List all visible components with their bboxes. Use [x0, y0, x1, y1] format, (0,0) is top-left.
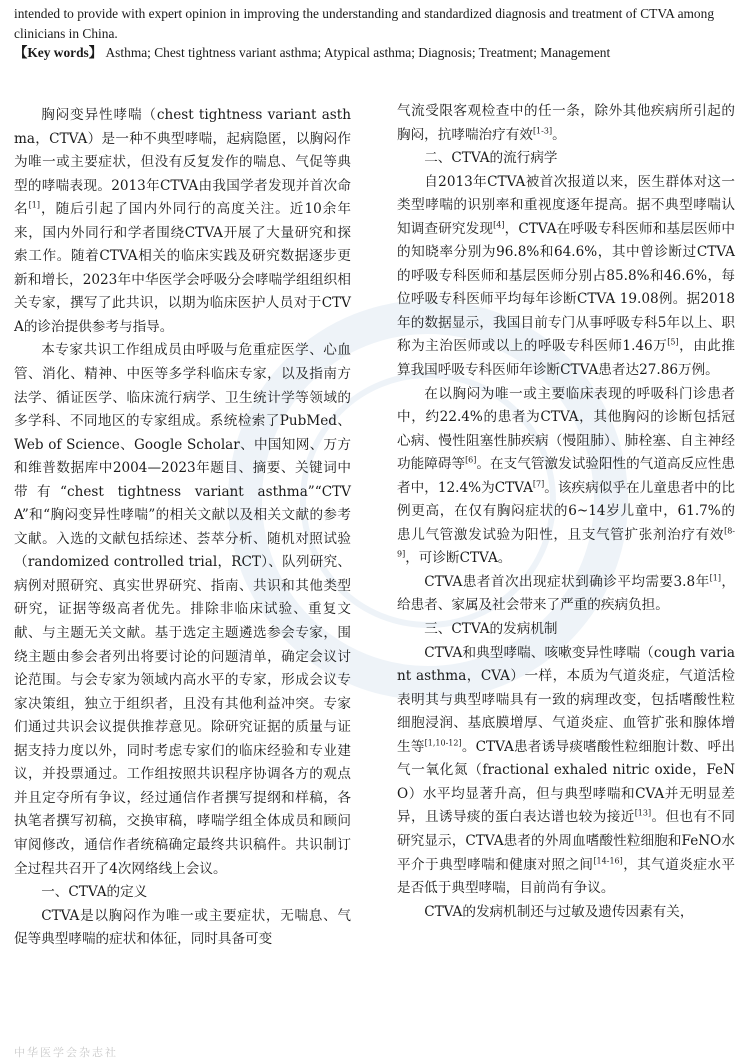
section-heading: 三、CTVA的发病机制 [424, 621, 558, 638]
citation-ref: [6] [465, 455, 477, 465]
left-column [14, 104, 351, 952]
body-paragraph: CTVA和典型哮喘、咳嗽变异性哮喘（cough variant asthma，CVA）一样，本质为气道炎症，气道活检表明其与典型哮喘具有一致的病理改变，包括嗜酸性粒细胞浸润、基底膜增厚、气道炎症、血管扩张和腺体增生等[1,10-12]。CTVA患者诱导痰嗜酸性粒细胞计数、呼出气一氧化氮（fractional exhaled nitric oxide，FeNO）水平均显著升高，但与典型哮喘和CVA并无明显差异，且诱导痰的蛋白表达谱也较为接近[13]。但也有不同研究显示，CTVA患者的外周血嗜酸性粒细胞和FeNO水平介于典型哮喘和健康对照之间[14-16]，其气道炎症水平是否低于典型哮喘，目前尚有争议。 [397, 644, 735, 897]
english-abstract [14, 4, 734, 63]
keywords-text: Asthma; Chest tightness variant asthma; Atypical asthma; Diagnosis; Treatment; Management [105, 45, 611, 60]
citation-ref: [14-16] [593, 855, 623, 865]
citation-ref: [1] [709, 573, 721, 583]
citation-ref: [1-3] [532, 126, 553, 136]
citation-ref: [8-9] [397, 526, 735, 559]
body-paragraph: 本专家共识工作组成员由呼吸与危重症医学、心血管、消化、精神、中医等多学科临床专家，以及指南方法学、循证医学、临床流行病学、卫生统计学等领域的多学科、不同地区的专家组成。系统检索了PubMed、Web of Science、Google Scholar、中国知网、万方和维普数据库中2004—2023年题目、摘要、关键词中带有“chest tightness variant asthma”“CTVA”和“胸闷变异性哮喘”的相关文献以及相关文献的参考文献。入选的文献包括综述、荟萃分析、随机对照试验（randomized controlled trial，RCT）、队列研究、病例对照研究、真实世界研究、指南、共识和其他类型研究，证据等级高者优先。排除非临床试验、重复文献、与主题无关文献。基于选定主题遴选参会专家，围绕主题由参会者列出将要讨论的问题清单，确定会议讨论范围。与会专家为领域内高水平的专家，形成会议专家决策组，独立于组织者，且没有其他利益冲突。专家们通过共识会议提供推荐意见。除研究证据的质量与证据支持力度以外，同时考虑专家们的临床经验和专业建议，并投票通过。工作组按照共识程序协调各方的观点并且定夺所有争议，经过通信作者撰写提纲和样稿，各执笔者撰写初稿，交换审稿，哮喘学组全体成员和顾问审阅修改，通信作者统稿确定最终共识稿件。共识制订全过程共召开了4次网络线上会议。 [14, 342, 351, 877]
keywords-line [14, 43, 734, 63]
abstract-text: intended to provide with expert opinion in improving the understanding and standardized diagnosis and treatment of CTVA among clinicians in China. [14, 6, 715, 41]
body-paragraph: 气流受限客观检查中的任一条，除外其他疾病所引起的胸闷，抗哮喘治疗有效[1-3]。 [397, 103, 735, 143]
citation-ref: [1] [28, 200, 40, 210]
keywords-label: 【Key words】 [14, 45, 103, 60]
citation-ref: [4] [493, 220, 505, 230]
body-paragraph: CTVA患者首次出现症状到确诊平均需要3.8年[1]，给患者、家属及社会带来了严重的疾病负担。 [397, 573, 736, 614]
body-paragraph: CTVA的发病机制还与过敏及遗传因素有关， [424, 903, 694, 920]
citation-ref: [13] [634, 808, 652, 818]
citation-ref: [1,10-12] [424, 738, 462, 748]
citation-ref: [7] [532, 479, 545, 489]
body-paragraph: 胸闷变异性哮喘（chest tightness variant asthma，CTVA）是一种不典型哮喘，起病隐匿，以胸闷作为唯一或主要症状，但没有反复发作的喘息、气促等典型的哮喘表现。2013年CTVA由我国学者发现并首次命名[1]，随后引起了国内外同行的高度关注。近10余年来，国内外同行和学者围绕CTVA开展了大量研究和探索工作。随着CTVA相关的临床实践及研究数据逐步更新和增长，2023年中华医学会呼吸分会哮喘学组组织相关专家，撰写了此共识，以期为临床医护人员对于CTVA的诊治提供参考与指导。 [14, 107, 352, 335]
section-heading: 一、CTVA的定义 [41, 884, 148, 901]
body-paragraph: 在以胸闷为唯一或主要临床表现的呼吸科门诊患者中，约22.4%的患者为CTVA，其他胸闷的诊断包括冠心病、慢性阻塞性肺疾病（慢阻肺）、肺栓塞、自主神经功能障碍等[6]。在支气管激发试验阳性的气道高反应性患者中，12.4%为CTVA[7]。该疾病似乎在儿童患者中的比例更高，在仅有胸闷症状的6~14岁儿童中，61.7%的患儿气管激发试验为阳性，且支气管扩张剂治疗有效[8-9]，可诊断CTVA。 [397, 385, 736, 567]
publisher-footer: 中华医学会杂志社 [14, 1046, 118, 1059]
citation-ref: [5] [667, 337, 679, 347]
body-paragraph: CTVA是以胸闷作为唯一或主要症状，无喘息、气促等典型哮喘的症状和体征，同时具备可变 [14, 907, 351, 948]
right-column [397, 100, 735, 924]
body-paragraph: 自2013年CTVA被首次报道以来，医生群体对这一类型哮喘的识别率和重视度逐年提高。据不典型哮喘认知调查研究发现[4]，CTVA在呼吸专科医师和基层医师中的知晓率分别为96.8%和64.6%，其中曾诊断过CTVA的呼吸专科医师和基层医师分别占85.8%和46.6%，每位呼吸专科医师平均每年诊断CTVA 19.08例。据2018年的数据显示，我国目前专门从事呼吸专科5年以上、职称为主治医师或以上的呼吸专科医师1.46万[5]，由此推算我国呼吸专科医师年诊断CTVA患者达27.86万例。 [397, 173, 736, 379]
section-heading: 二、CTVA的流行病学 [424, 150, 558, 167]
